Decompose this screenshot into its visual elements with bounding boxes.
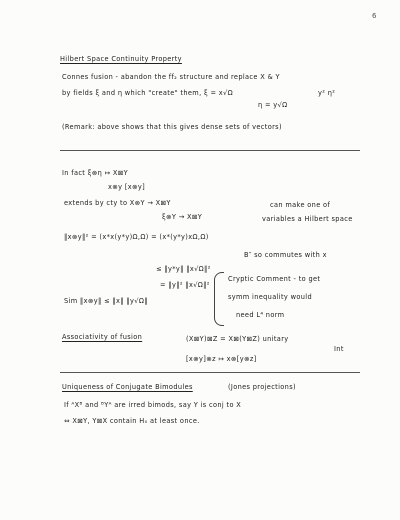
- text-line: η = y√Ω: [258, 101, 288, 109]
- comment-line: Cryptic Comment - to get: [228, 275, 321, 283]
- math-line: ≤ ‖y*y‖ ‖x√Ω‖²: [156, 265, 211, 273]
- math-line: Sim ‖x⊗y‖ ≤ ‖x‖ ‖y√Ω‖: [64, 297, 148, 305]
- note-line: (Jones projections): [228, 383, 296, 391]
- comment-brace: [214, 272, 224, 326]
- remark-line: (Remark: above shows that this gives dense sets of vectors): [62, 123, 282, 131]
- math-line: = ‖y‖² ‖x√Ω‖²: [160, 281, 210, 289]
- math-line: extends by cty to X⊗Y → X⊠Y: [64, 199, 171, 207]
- page-number: 6: [372, 12, 377, 20]
- comment-line: need L⁴ norm: [236, 311, 285, 319]
- note-line: can make one of: [270, 201, 331, 209]
- math-line: If ᴬXᴮ and ᴮYᴬ are irred bimods, say Y is conj to X: [64, 401, 242, 409]
- math-line: ‖x⊗y‖² = (x*x(y*y)Ω,Ω) = (x*(y*y)xΩ,Ω): [64, 233, 209, 241]
- section-title-conjugate-bimodules: Uniqueness of Conjugate Bimodules: [62, 383, 193, 391]
- math-line: In fact ξ⊗η ↦ X⊠Y: [62, 169, 129, 177]
- note-line: Int: [334, 345, 344, 353]
- divider-line: [60, 150, 360, 151]
- comment-line: symm inequality would: [228, 293, 312, 301]
- math-line: x⊗y [x⊗y]: [108, 183, 146, 191]
- note-line: B″ so commutes with x: [244, 251, 327, 259]
- text-line: by fields ξ and η which "create" them, ξ = x√Ω: [62, 89, 233, 97]
- math-line: (X⊠Y)⊠Z = X⊠(Y⊠Z) unitary: [186, 335, 289, 343]
- text-line: Connes fusion - abandon the ff₂ structure and replace X & Y: [62, 73, 280, 81]
- section-title-associativity: Associativity of fusion: [62, 333, 143, 341]
- math-line: ⇔ X⊠Y, Y⊠X contain H₀ at least once.: [64, 417, 200, 425]
- math-line: [x⊗y]⊗z ↦ x⊗[y⊗z]: [186, 355, 257, 363]
- section-title-hilbert-continuity: Hilbert Space Continuity Property: [60, 55, 182, 63]
- text-line: y² η²: [318, 89, 336, 97]
- math-line: ξ⊗Y → X⊠Y: [162, 213, 203, 221]
- note-line: variables a Hilbert space: [262, 215, 353, 223]
- divider-line: [60, 372, 360, 373]
